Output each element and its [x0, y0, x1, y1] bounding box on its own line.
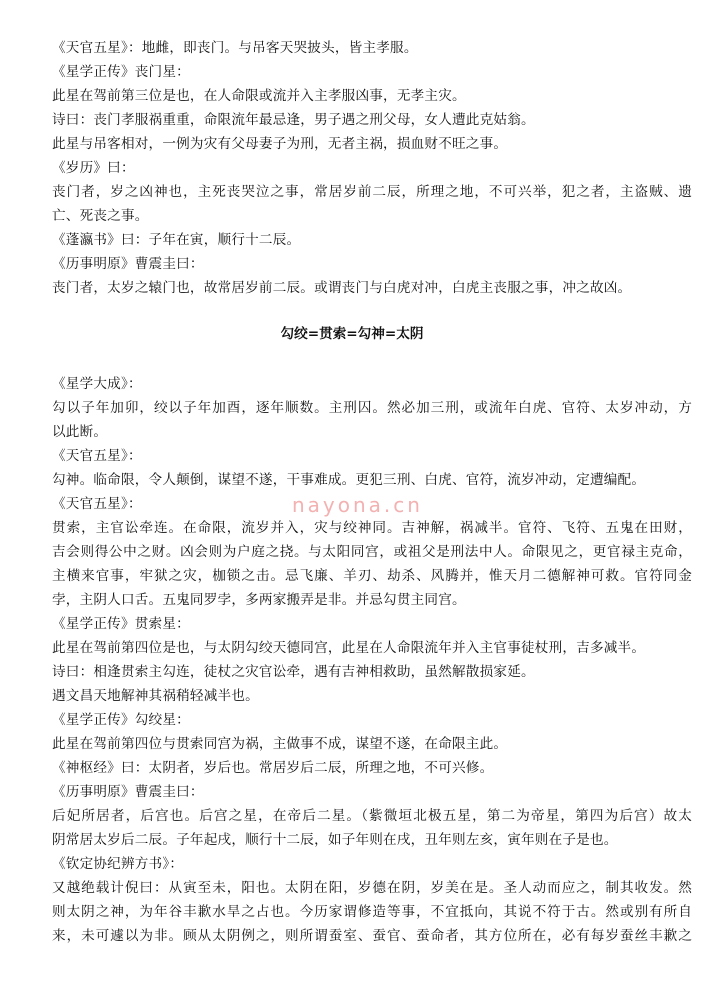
text-line: 以此断。	[52, 424, 108, 440]
text-line: 《蓬瀛书》曰：子年在寅，顺行十二辰。	[52, 232, 301, 248]
watermark: nayona.cn	[292, 493, 423, 517]
text-line: 此星与吊客相对，一例为灾有父母妻子为刑，无者主祸，损血财不旺之事。	[52, 136, 508, 152]
text-line: 《天官五星》：	[52, 496, 142, 512]
text-line: 《星学正传》勾绞星：	[52, 712, 190, 728]
text-line: 诗曰：丧门孝服祸重重，命限流年最忌逢，男子遇之刑父母，女人遭此克姑翁。	[52, 112, 535, 128]
text-line: 此星在驾前第四位与贯索同宫为祸，主做事不成，谋望不遂，在命限主此。	[52, 736, 508, 752]
text-line: 来，未可遽以为非。顾从太阴例之，则所谓蚕室、蚕官、蚕命者，其方位所在，必有每岁蚕丝丰歉之	[52, 928, 692, 944]
text-line: 丧门者，岁之凶神也，主死丧哭泣之事，常居岁前二辰，所理之地，不可兴举，犯之者，主盗贼、遗	[52, 184, 692, 200]
text-line: 《历事明原》曹震圭曰：	[52, 784, 204, 800]
text-line: 贯索，主官讼牵连。在命限，流岁并入，灾与绞神同。吉神解，祸减半。官符、飞符、五鬼在田财，	[52, 520, 692, 536]
text-line: 亡、死丧之事。	[52, 208, 149, 224]
text-line: 《星学正传》丧门星：	[52, 64, 190, 80]
text-line: 又越绝载计倪曰：从寅至未，阳也。太阴在阳，岁德在阴，岁美在是。圣人动而应之，制其收发。然	[52, 880, 692, 896]
text-line: 《钦定协纪辨方书》：	[52, 856, 184, 872]
text-line: 吉会则得公中之财。凶会则为户庭之挠。与太阳同宫，或祖父是刑法中人。命限见之，更官禄主克命，	[52, 544, 692, 560]
text-line: 《星学正传》贯索星：	[52, 616, 190, 632]
text-line: 阴常居太岁后二辰。子年起戌，顺行十二辰，如子年则在戌，丑年则左亥，寅年则在子是也。	[52, 832, 618, 848]
text-line: 遇文昌天地解神其祸稍轻减半也。	[52, 688, 259, 704]
text-line: 《岁历》曰：	[52, 160, 135, 176]
section-heading: 勾绞=贯索=勾神=太阴	[280, 326, 424, 342]
document-page	[52, 36, 692, 948]
text-line: 孛，主阴人口舌。五鬼同罗孛，多两家搬弄是非。并忌勾贯主同宫。	[52, 592, 466, 608]
section-sangmen	[52, 36, 692, 300]
text-line: 后妃所居者，后宫也。后宫之星，在帝后二星。（紫微垣北极五星，第二为帝星，第四为后宫）故太	[52, 808, 692, 824]
text-line: 诗曰：相逢贯索主勾连，徒杖之灾官讼牵，遇有吉神相救助，虽然解散损家延。	[52, 664, 535, 680]
text-line: 此星在驾前第三位是也，在人命限或流并入主孝服凶事，无孝主灾。	[52, 88, 466, 104]
text-line: 则太阴之神，为年谷丰歉水旱之占也。今历家谓修造等事，不宜抵向，其说不符于古。然或别有所自	[52, 904, 692, 920]
text-line: 丧门者，太岁之辕门也，故常居岁前二辰。或谓丧门与白虎对冲，白虎主丧服之事，冲之故凶。	[52, 280, 632, 296]
text-line: 此星在驾前第四位是也，与太阴勾绞天德同宫，此星在人命限流年并入主官事徒杖刑，吉多减半。	[52, 640, 646, 656]
text-line: 主横来官事，牢狱之灾，枷锁之击。忌飞廉、羊刃、劫杀、风腾并，惟天月二德解神可救。官符同金	[52, 568, 692, 584]
text-line: 勾神。临命限，令人颠倒，谋望不遂，干事难成。更犯三刑、白虎、官符，流岁冲动，定遭编配。	[52, 472, 646, 488]
text-line: 《天官五星》：地雌，即丧门。与吊客天哭披头，皆主孝服。	[52, 40, 418, 56]
text-line: 《神枢经》曰：太阴者，岁后也。常居岁后二辰，所理之地，不可兴修。	[52, 760, 494, 776]
text-line: 《历事明原》曹震圭曰：	[52, 256, 204, 272]
text-line: 勾以子年加卯，绞以子年加酉，逐年顺数。主刑囚。然必加三刑，或流年白虎、官符、太岁冲动，方	[52, 400, 692, 416]
section-goujiao	[52, 372, 692, 948]
text-line: 《星学大成》：	[52, 376, 142, 392]
text-line: 《天官五星》：	[52, 448, 142, 464]
